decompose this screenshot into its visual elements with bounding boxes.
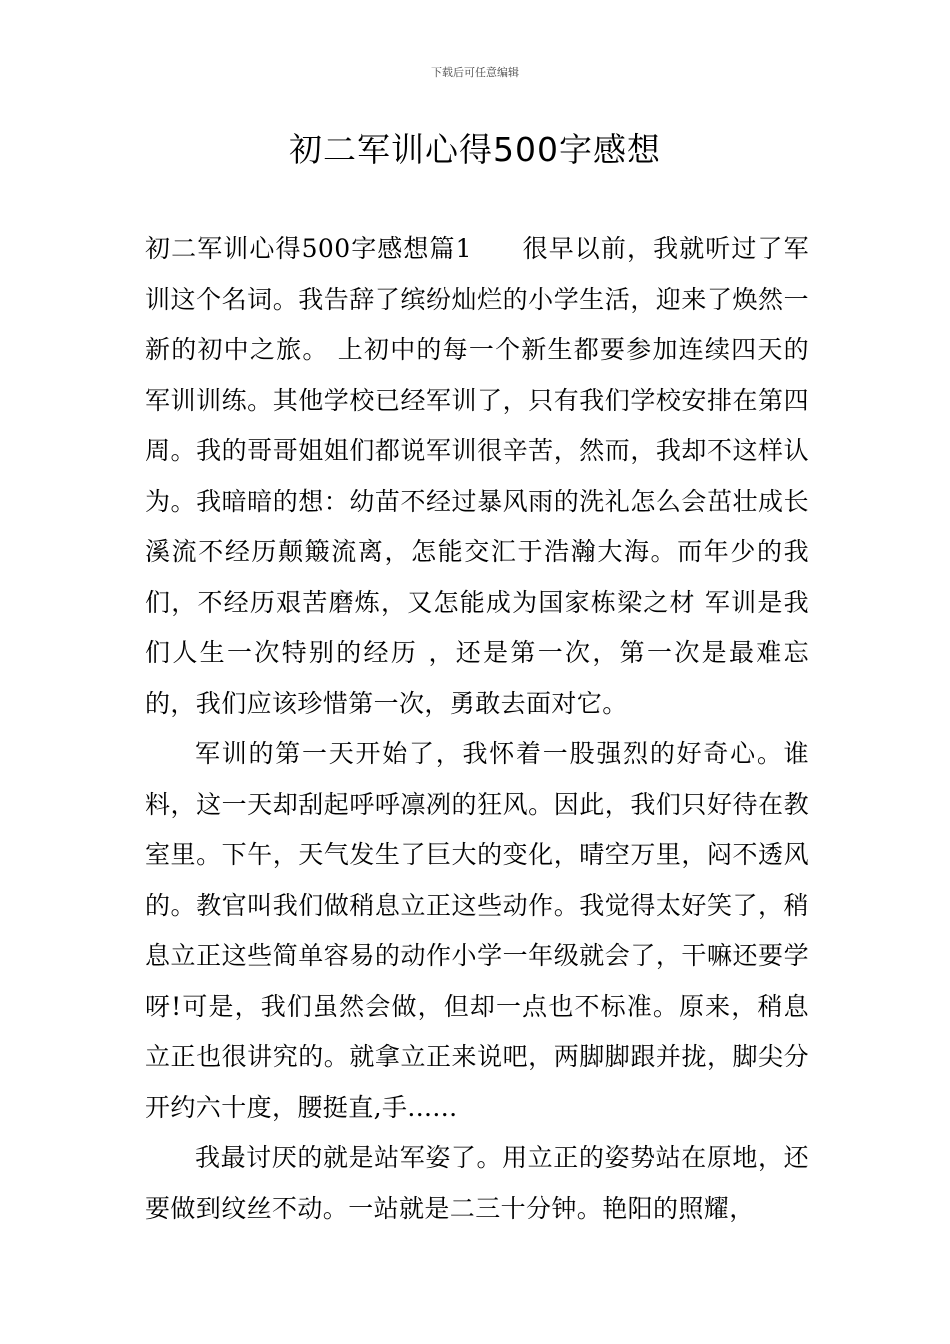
paragraph-3: 我最讨厌的就是站军姿了。用立正的姿势站在原地，还要做到纹丝不动。一站就是二三十分钟。艳阳的照耀， — [145, 1143, 809, 1223]
article-body — [145, 224, 809, 1234]
section-title: 初二军训心得500字感想篇1 — [145, 234, 472, 263]
page-title: 初二军训心得500字感想 — [289, 130, 661, 169]
paragraph-1 — [145, 224, 809, 729]
paragraph-2: 军训的第一天开始了，我怀着一股强烈的好奇心。谁料，这一天却刮起呼呼凛冽的狂风。因此，我们只好待在教室里。下午，天气发生了巨大的变化，晴空万里，闷不透风的。教官叫我们做稍息立正这些动作。我觉得太好笑了，稍息立正这些简单容易的动作小学一年级就会了，干嘛还要学呀!可是，我们虽然会做，但却一点也不标准。原来，稍息立正也很讲究的。就拿立正来说吧，两脚脚跟并拢，脚尖分开约六十度，腰挺直,手...... — [145, 739, 809, 1122]
header-note: 下载后可任意编辑 — [431, 66, 519, 79]
paragraph-1-text: 很早以前，我就听过了军训这个名词。我告辞了缤纷灿烂的小学生活，迎来了焕然一新的初中之旅。 上初中的每一个新生都要参加连续四天的军训训练。其他学校已经军训了，只有我们学校安排在第四周。我的哥哥姐姐们都说军训很辛苦，然而，我却不这样认为。我暗暗的想：幼苗不经过暴风雨的洗礼怎么会茁壮成长 溪流不经历颠簸流离，怎能交汇于浩瀚大海。而年少的我们，不经历艰苦磨炼，又怎能成为国家栋梁之材 军训是我们人生一次特别的经历 ，还是第一次，第一次是最难忘的，我们应该珍惜第一次，勇敢去面对它。 — [145, 234, 809, 718]
